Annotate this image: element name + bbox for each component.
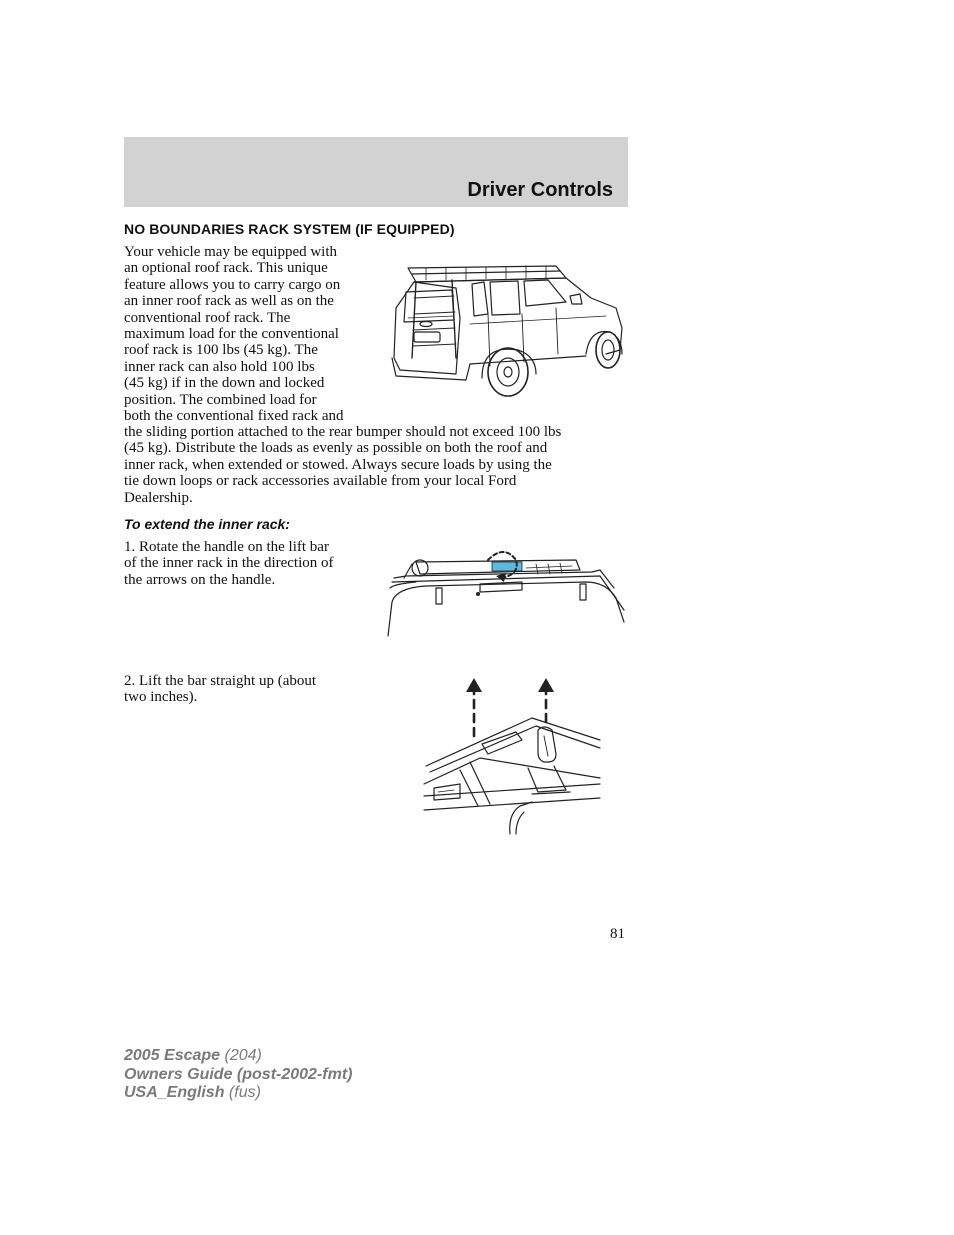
lift-bar-illustration: [420, 674, 604, 838]
text-line: conventional roof rack. The: [124, 309, 291, 326]
rotate-handle-illustration: [386, 548, 628, 638]
text-line: feature allows you to carry cargo on: [124, 276, 341, 293]
page-title: Driver Controls: [467, 179, 613, 201]
intro-paragraph-full: [124, 424, 624, 506]
text-line: (45 kg) if in the down and locked: [124, 375, 325, 392]
text-line: (45 kg). Distribute the loads as evenly as possible on both the roof and: [124, 440, 548, 457]
text-line: an optional roof rack. This unique: [124, 260, 328, 277]
intro-paragraph-top: [124, 244, 386, 424]
footer-line-3: [124, 1084, 352, 1103]
text-line: 2. Lift the bar straight up (about: [124, 673, 317, 689]
header-band: [124, 137, 628, 207]
text-line: position. The combined load for: [124, 391, 317, 408]
text-line: of the inner rack in the direction of: [124, 555, 334, 572]
text-line: maximum load for the conventional: [124, 326, 339, 343]
procedure-subheading: To extend the inner rack:: [124, 516, 290, 532]
text-line: Dealership.: [124, 489, 193, 506]
text-line: inner rack can also hold 100 lbs: [124, 358, 315, 375]
text-line: Your vehicle may be equipped with: [124, 244, 338, 260]
footer-language-code: (fus): [224, 1084, 261, 1101]
vehicle-roof-rack-illustration: [386, 258, 626, 406]
footer-language: USA_English: [124, 1084, 225, 1101]
text-line: both the conventional fixed rack and: [124, 408, 344, 425]
text-line: an inner roof rack as well as on the: [124, 293, 334, 310]
text-line: inner rack, when extended or stowed. Always secure loads by using the: [124, 456, 552, 473]
text-line: the sliding portion attached to the rear bumper should not exceed 100 lbs: [124, 424, 562, 440]
footer-line-2: [124, 1066, 352, 1085]
document-footer: [124, 1047, 352, 1103]
text-line: tie down loops or rack accessories available from your local Ford: [124, 473, 517, 490]
section-heading: NO BOUNDARIES RACK SYSTEM (IF EQUIPPED): [124, 221, 455, 237]
footer-model: 2005 Escape: [124, 1047, 221, 1064]
footer-model-code: (204): [220, 1047, 262, 1064]
text-line: two inches).: [124, 689, 198, 706]
step-1: [124, 539, 374, 588]
footer-line-1: [124, 1047, 352, 1066]
footer-guide: Owners Guide (post-2002-fmt): [124, 1065, 353, 1083]
page-number: 81: [610, 926, 625, 942]
text-line: 1. Rotate the handle on the lift bar: [124, 539, 329, 555]
text-line: the arrows on the handle.: [124, 571, 276, 588]
step-2: [124, 673, 374, 706]
text-line: roof rack is 100 lbs (45 kg). The: [124, 342, 318, 359]
